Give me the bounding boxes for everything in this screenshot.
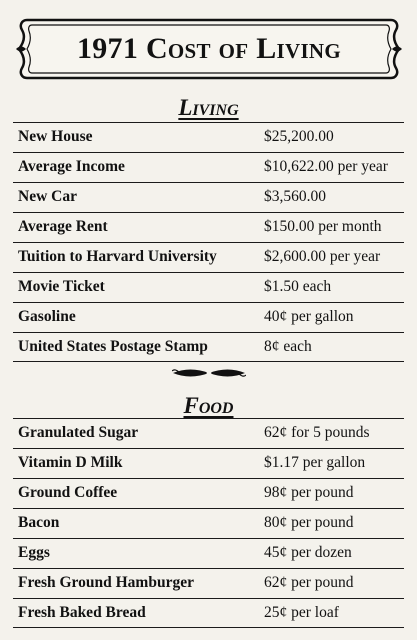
item-label: Bacon (18, 514, 60, 531)
item-label: Fresh Baked Bread (18, 604, 146, 621)
food-price-list (13, 418, 404, 628)
table-row (13, 272, 404, 302)
item-label: United States Postage Stamp (18, 338, 208, 355)
item-label: Eggs (18, 544, 50, 561)
item-price: $3,560.00 (264, 188, 326, 205)
item-price: 40¢ per gallon (264, 308, 354, 325)
item-price: 25¢ per loaf (264, 604, 339, 621)
table-row (13, 478, 404, 508)
item-price: 62¢ for 5 pounds (264, 424, 370, 441)
table-row (13, 598, 404, 628)
ornament-divider-icon (172, 365, 246, 381)
table-row (13, 122, 404, 152)
item-price: 98¢ per pound (264, 484, 354, 501)
section-heading-food: Food (183, 393, 234, 418)
item-price: $1.17 per gallon (264, 454, 366, 471)
page-title: 1971 Cost of Living (76, 32, 342, 65)
item-price: 8¢ each (264, 338, 312, 355)
item-label: Granulated Sugar (18, 424, 139, 441)
item-price: $1.50 each (264, 278, 332, 295)
item-label: Ground Coffee (18, 484, 118, 501)
item-label: Average Income (18, 158, 125, 175)
item-label: New Car (18, 188, 77, 205)
table-row (13, 242, 404, 272)
title-banner (13, 14, 405, 84)
living-price-list (13, 122, 404, 362)
table-row (13, 302, 404, 332)
item-label: Vitamin D Milk (18, 454, 123, 471)
table-row (13, 448, 404, 478)
table-row (13, 212, 404, 242)
item-label: Movie Ticket (18, 278, 105, 295)
item-price: 62¢ per pound (264, 574, 354, 591)
item-price: $2,600.00 per year (264, 248, 381, 265)
table-row (13, 182, 404, 212)
item-price: $25,200.00 (264, 128, 334, 145)
item-label: Tuition to Harvard University (18, 248, 217, 265)
table-row (13, 508, 404, 538)
table-row (13, 568, 404, 598)
item-label: Average Rent (18, 218, 108, 235)
table-row (13, 332, 404, 362)
item-price: 45¢ per dozen (264, 544, 352, 561)
item-label: Fresh Ground Hamburger (18, 574, 194, 591)
table-row (13, 152, 404, 182)
table-row (13, 418, 404, 448)
item-label: Gasoline (18, 308, 76, 325)
item-price: $150.00 per month (264, 218, 382, 235)
item-label: New House (18, 128, 93, 145)
table-row (13, 538, 404, 568)
item-price: 80¢ per pound (264, 514, 354, 531)
item-price: $10,622.00 per year (264, 158, 388, 175)
section-heading-living: Living (178, 95, 239, 120)
